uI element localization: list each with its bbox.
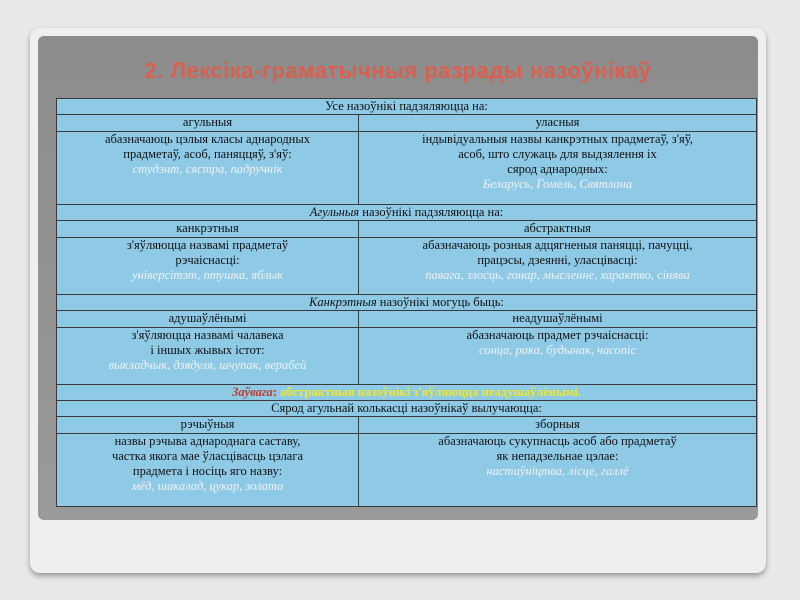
category-header: рэчыўныя [57,417,359,434]
table-row [57,115,757,132]
header-text: назоўнікі падзяляюцца на: [359,205,504,219]
examples-text: настаўніцтва, лісце, галлё [486,464,629,478]
table-row [57,295,757,311]
slide-title: 2. Лексіка-граматычныя разрады назоўнікаў [144,58,652,83]
category-header: неадушаўлёнымі [359,311,757,328]
table-row [57,401,757,417]
category-header: адушаўлёнымі [57,311,359,328]
description-line: працэсы, дзеянні, уласцівасці: [477,253,638,267]
section-header-4: Сярод агульнай колькасці назоўнікаў вылучаюцца: [57,401,757,417]
description-line: абазначаюць цэлыя класы аднародных [104,132,311,146]
category-description [57,434,359,507]
description-line: як непадзельнае цэлае: [496,449,619,463]
examples-text: сонца, рака, будынак, часопіс [478,343,637,357]
table-row [57,385,757,401]
table-row [57,417,757,434]
category-header: абстрактныя [359,221,757,238]
description-line: сярод аднародных: [507,162,608,176]
category-description [359,238,757,295]
examples-text: студэнт, сястра, падручнік [132,162,283,176]
examples-text: мёд, шакалад, цукар, золата [131,479,284,493]
category-description [359,132,757,205]
category-description [57,132,359,205]
description-line: прадметаў, асоб, паняццяў, з'яў: [123,147,292,161]
table-row [57,434,757,507]
table-row [57,328,757,385]
category-header: канкрэтныя [57,221,359,238]
table-row [57,238,757,295]
examples-text: павага, злосць, гонар, мысленне, характво, сінява [425,268,690,282]
section-header-1: Усе назоўнікі падзяляюцца на: [57,99,757,115]
description-line: з'яўляюцца назвамі прадметаў [126,238,289,252]
description-line: абазначаюць розныя адцягненыя паняцці, пачуцці, [422,238,693,252]
note-label: Заўвага [231,385,273,399]
description-line: частка якога мае ўласцівасць цэлага [111,449,304,463]
header-italic: Агульныя [309,205,360,219]
examples-text: выкладчык, дзядуля, шчупак, верабей [108,358,307,372]
classification-table [56,98,757,507]
description-line: назвы рэчыва аднароднага саставу, [114,434,301,448]
note-text: абстрактныя назоўнікі з'яўляюцца неадушаўлёнымі. [276,385,582,399]
description-line: асоб, што служаць для выдзялення іх [458,147,657,161]
table-row [57,205,757,221]
header-text: назоўнікі могуць быць: [376,295,504,309]
category-description [57,238,359,295]
examples-text: універсітэт, птушка, яблык [132,268,283,282]
description-line: індывідуальныя назвы канкрэтных прадметаў, з'яў, [422,132,693,146]
note-colon: : [272,385,277,399]
description-line: абазначаюць сукупнасць асоб або прадметаў [438,434,677,448]
description-line: і іншых жывых істот: [150,343,265,357]
category-header: уласныя [359,115,757,132]
category-header: агульныя [57,115,359,132]
table-row [57,311,757,328]
description-line: рэчаіснасці: [175,253,240,267]
category-description [359,328,757,385]
table-row [57,132,757,205]
description-line: прадмета і носіць яго назву: [132,464,283,478]
description-line: абазначаюць прадмет рэчаіснасці: [466,328,649,342]
category-description [57,328,359,385]
category-header: зборныя [359,417,757,434]
section-header-2 [57,205,757,221]
description-line: з'яўляюцца назвамі чалавека [131,328,284,342]
section-header-3 [57,295,757,311]
header-italic: Канкрэтныя [309,295,377,309]
table-row [57,221,757,238]
examples-text: Беларусь, Гомель, Святлана [482,177,633,191]
note-row [57,385,757,401]
table-row [57,99,757,115]
category-description [359,434,757,507]
